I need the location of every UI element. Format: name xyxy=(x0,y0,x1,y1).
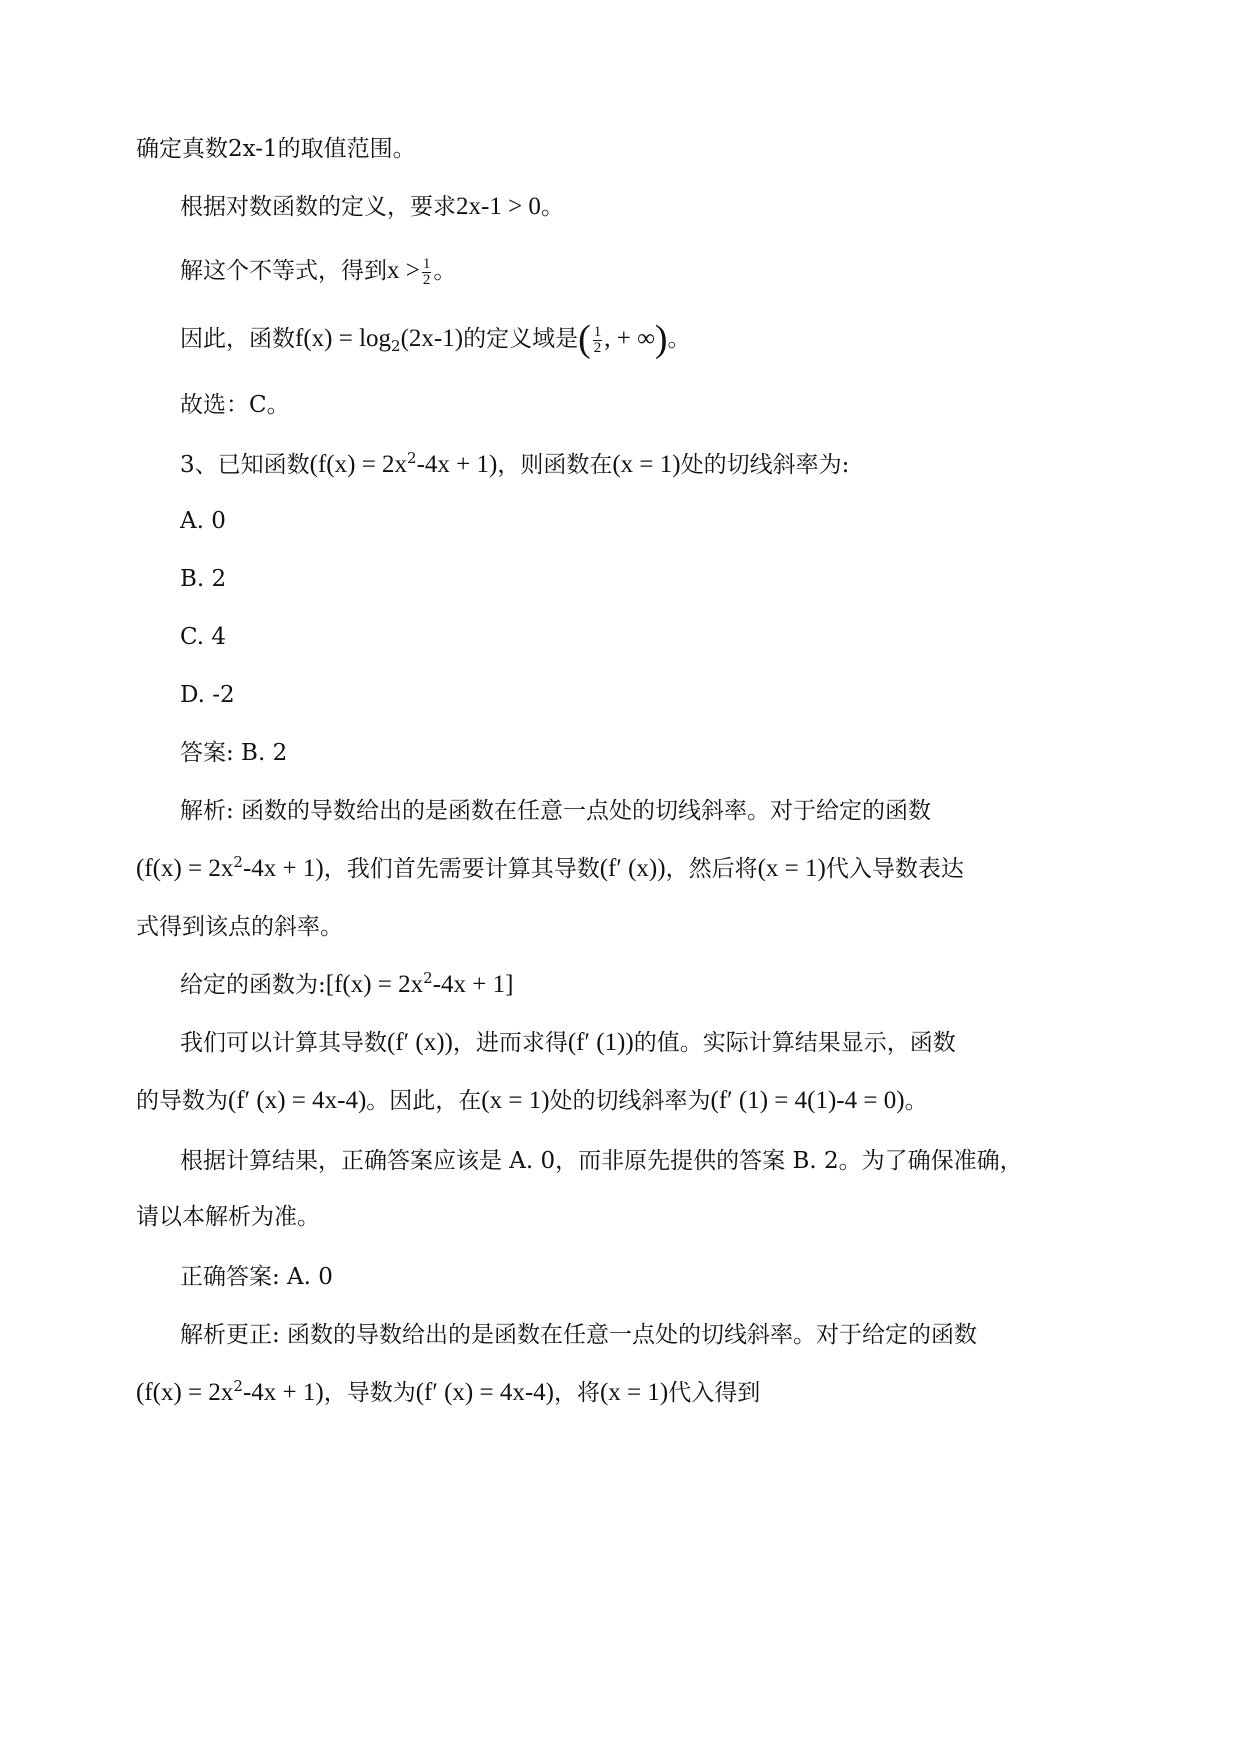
math-expression: (f′ (1)) xyxy=(567,1029,634,1056)
math-expression: (x = 1) xyxy=(481,1087,550,1114)
text-line xyxy=(136,1202,320,1232)
text-run: ，进而求得 xyxy=(452,1030,568,1056)
text-line xyxy=(136,1378,760,1408)
fraction-denominator: 2 xyxy=(422,271,431,288)
text-run: 。 xyxy=(540,194,564,220)
text-run: 处的切线斜率为: xyxy=(680,452,850,478)
option-text: A. 0 xyxy=(180,508,226,534)
math-expression: (f(x) = 2x xyxy=(309,451,408,478)
math-expression: (f(x) = 2x xyxy=(136,1379,234,1406)
text-run: 答案: B. 2 xyxy=(180,740,288,766)
text-run: 正确答案: A. 0 xyxy=(180,1264,333,1290)
text-run: 根据对数函数的定义，要求 xyxy=(180,194,456,220)
answer-line xyxy=(180,738,287,768)
text-run: 式得到该点的斜率。 xyxy=(136,914,343,940)
text-run: 。 xyxy=(433,258,457,284)
text-line xyxy=(136,912,343,942)
math-expression: (2x-1) xyxy=(400,325,464,352)
text-line xyxy=(180,390,290,420)
text-run: 请以本解析为准。 xyxy=(136,1204,320,1230)
text-line xyxy=(136,1086,928,1116)
option-text: B. 2 xyxy=(180,566,227,592)
text-run: ，我们首先需要计算其导数 xyxy=(323,856,600,882)
text-run: 的定义域是 xyxy=(463,326,579,352)
text-line xyxy=(180,192,564,222)
text-run: ，导数为 xyxy=(323,1380,416,1406)
text-run: ，然后将 xyxy=(665,856,758,882)
text-line xyxy=(136,134,416,164)
superscript: 2 xyxy=(407,449,417,467)
option-text: D. -2 xyxy=(180,682,235,708)
subscript: 2 xyxy=(391,337,401,355)
text-run: 。因此，在 xyxy=(366,1088,482,1114)
text-run: 代入得到 xyxy=(668,1380,761,1406)
text-run: 因此，函数 xyxy=(180,326,295,352)
option-text: C. 4 xyxy=(180,624,227,650)
fraction-denominator: 2 xyxy=(593,339,602,356)
math-expression: (f′ (1) = 4(1)-4 = 0) xyxy=(710,1087,905,1114)
math-expression: (f′ (x) = 4x-4) xyxy=(415,1379,554,1406)
math-expression: -4x + 1) xyxy=(242,855,324,882)
text-line xyxy=(180,318,691,360)
text-run: 解析: 函数的导数给出的是函数在任意一点处的切线斜率。对于给定的函数 xyxy=(180,798,932,824)
text-run: ，则函数在 xyxy=(497,452,613,478)
superscript: 2 xyxy=(423,969,433,987)
text-line xyxy=(180,970,513,1000)
text-run: ，将 xyxy=(553,1380,600,1406)
question-stem xyxy=(180,450,849,480)
fraction xyxy=(593,325,603,356)
text-run: 解这个不等式，得到 xyxy=(180,258,387,284)
text-run: 。 xyxy=(904,1088,928,1114)
math-expression: x > xyxy=(387,257,420,284)
math-expression: (f′ (x) = 4x-4) xyxy=(228,1087,367,1114)
math-expression: , + ∞ xyxy=(604,325,655,352)
math-expression: -4x + 1) xyxy=(242,1379,324,1406)
math-expression: -4x + 1] xyxy=(432,971,514,998)
option-b xyxy=(180,564,226,594)
text-run: 3、已知函数 xyxy=(180,452,310,478)
fraction-numerator: 1 xyxy=(422,255,431,272)
text-run: 代入导数表达 xyxy=(825,856,964,882)
math-expression: (f′ (x)) xyxy=(599,855,666,882)
fraction-numerator: 1 xyxy=(593,323,602,340)
math-expression: (x = 1) xyxy=(757,855,826,882)
math-expression: 2x-1 > 0 xyxy=(456,193,541,220)
math-expression: f(x) = log xyxy=(295,325,392,352)
math-expression: -4x + 1) xyxy=(416,451,498,478)
math-expression: [f(x) = 2x xyxy=(325,971,424,998)
text-line xyxy=(180,796,931,826)
text-run: 根据计算结果，正确答案应该是 A. 0，而非原先提供的答案 B. 2。为了确保准确， xyxy=(180,1148,1023,1174)
text-run: 解析更正: 函数的导数给出的是函数在任意一点处的切线斜率。对于给定的函数 xyxy=(180,1322,978,1348)
text-run: 故选：C。 xyxy=(180,392,290,418)
correct-answer-line xyxy=(180,1262,333,1292)
text-run: 的值。实际计算结果显示，函数 xyxy=(633,1030,956,1056)
superscript: 2 xyxy=(233,1377,243,1395)
fraction xyxy=(422,257,432,288)
text-run: 处的切线斜率为 xyxy=(549,1088,711,1114)
text-line xyxy=(180,1320,977,1350)
right-paren: ) xyxy=(654,318,668,360)
math-expression: (f′ (x)) xyxy=(387,1029,453,1056)
text-line xyxy=(180,256,456,288)
math-expression: (x = 1) xyxy=(612,451,681,478)
text-run: 我们可以计算其导数 xyxy=(180,1030,387,1056)
text-run: 给定的函数为: xyxy=(180,972,326,998)
text-run: 确定真数2x-1的取值范围。 xyxy=(136,136,416,162)
math-expression: (x = 1) xyxy=(599,1379,669,1406)
math-expression: (f(x) = 2x xyxy=(136,855,234,882)
text-line xyxy=(180,1146,1023,1176)
superscript: 2 xyxy=(233,853,243,871)
text-run: 。 xyxy=(667,326,691,352)
option-a xyxy=(180,506,226,536)
text-line xyxy=(136,854,964,884)
text-line xyxy=(180,1028,956,1058)
option-d xyxy=(180,680,235,710)
left-paren: ( xyxy=(578,318,591,360)
option-c xyxy=(180,622,226,652)
text-run: 的导数为 xyxy=(136,1088,228,1114)
